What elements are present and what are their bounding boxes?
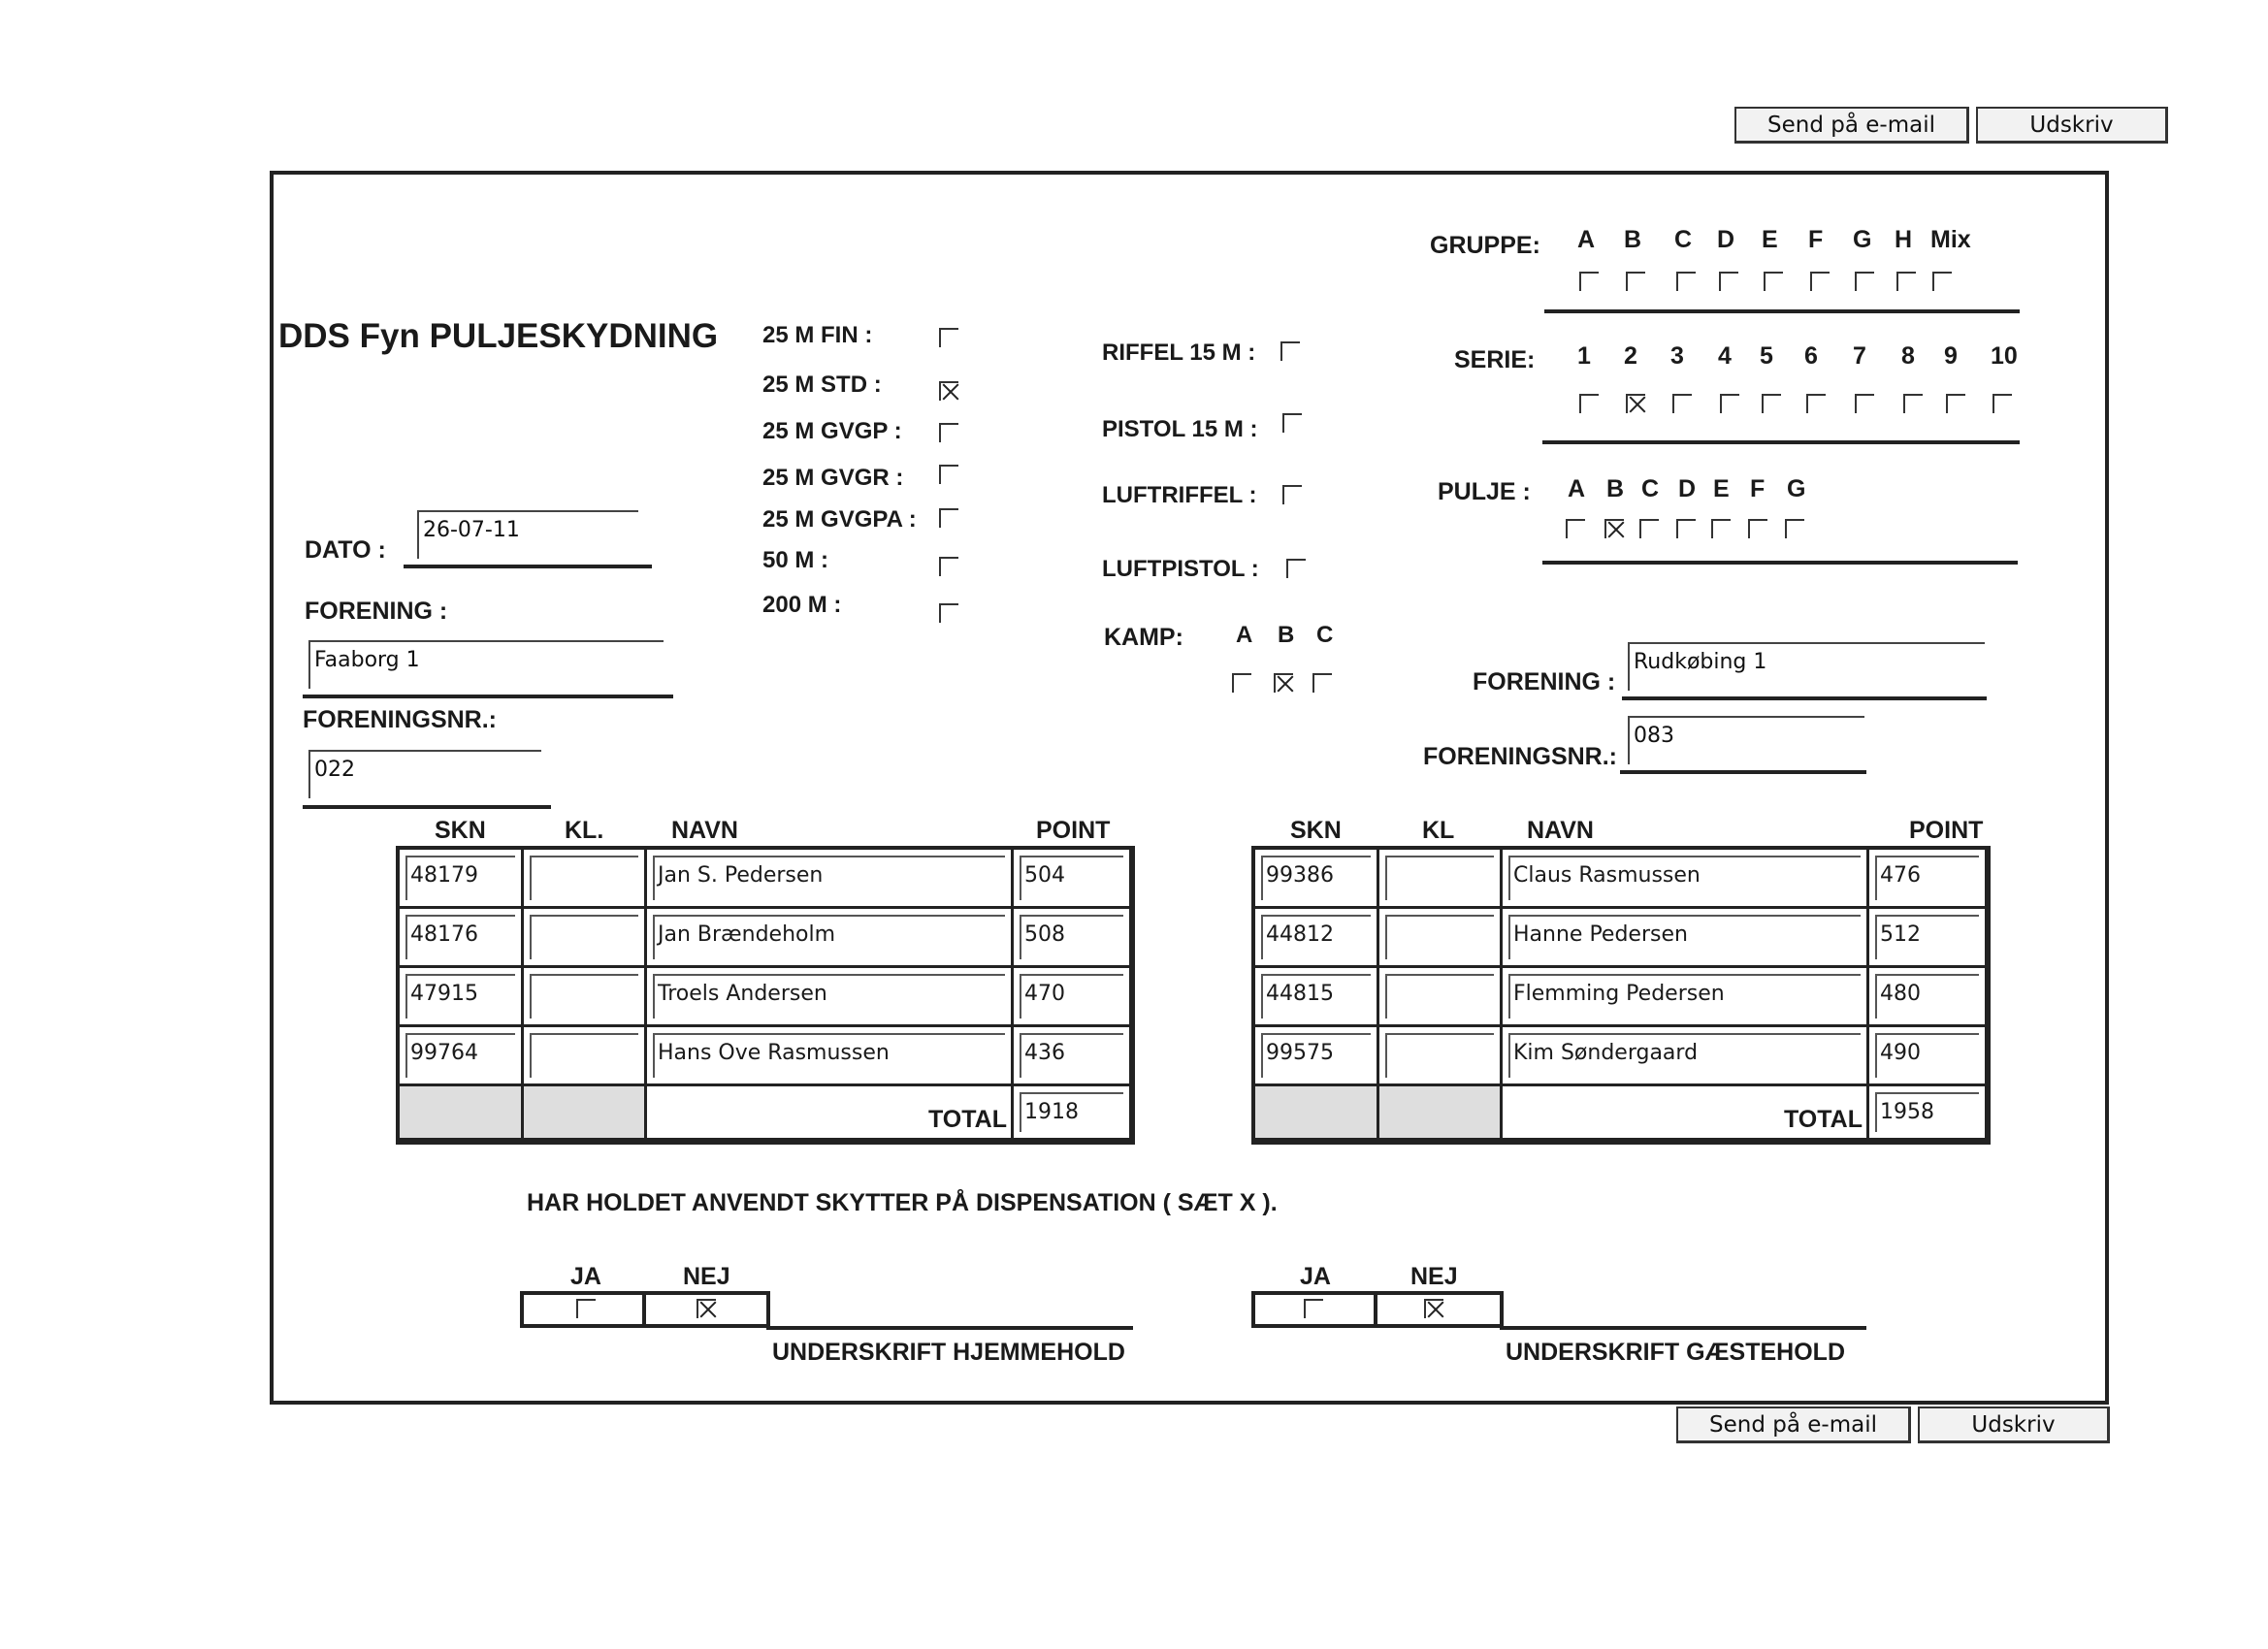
pulje-option-checkbox[interactable] (1639, 519, 1659, 538)
point-field[interactable]: 512 (1875, 915, 1979, 959)
table-cell (1255, 850, 1379, 909)
skn-field[interactable]: 99764 (405, 1033, 515, 1078)
other-discipline-label: LUFTPISTOL : (1102, 556, 1259, 582)
guest-foreningsnr-label: FORENINGSNR.: (1423, 743, 1617, 770)
skn-field[interactable]: 47915 (405, 974, 515, 1018)
serie-option-checkbox[interactable] (1762, 394, 1781, 413)
discipline-checkbox[interactable] (939, 423, 958, 442)
guest-forening-field[interactable]: Rudkøbing 1 (1628, 642, 1985, 691)
point-field[interactable]: 508 (1020, 915, 1123, 959)
gruppe-option-checkbox[interactable] (1764, 272, 1783, 291)
home-header-navn: NAVN (671, 817, 738, 844)
table-cell (1503, 850, 1869, 909)
table-cell (647, 909, 1014, 968)
pulje-option-checkbox[interactable] (1676, 519, 1696, 538)
discipline-label: 200 M : (762, 592, 842, 618)
serie-option-checkbox[interactable] (1672, 394, 1692, 413)
pulje-option-checkbox[interactable] (1785, 519, 1804, 538)
table-cell (400, 1027, 524, 1086)
kamp-option-checkbox[interactable] (1274, 673, 1293, 693)
serie-option-label: 3 (1670, 342, 1684, 370)
kl-field[interactable] (1385, 1033, 1494, 1078)
kl-field[interactable] (530, 1033, 638, 1078)
table-cell (524, 1027, 647, 1086)
home-forening-label: FORENING : (305, 598, 448, 625)
navn-field[interactable]: Flemming Pedersen (1508, 974, 1861, 1018)
gruppe-option-label: E (1762, 226, 1778, 253)
kl-field[interactable] (1385, 915, 1494, 959)
pulje-option-checkbox[interactable] (1566, 519, 1585, 538)
navn-field[interactable]: Hanne Pedersen (1508, 915, 1861, 959)
guest-header-point: POINT (1909, 817, 1984, 844)
table-cell (1869, 909, 1988, 968)
kamp-label: KAMP: (1104, 624, 1183, 651)
guest-foreningsnr-field[interactable]: 083 (1628, 716, 1864, 764)
gruppe-option-label: C (1674, 226, 1693, 253)
table-cell-shaded (400, 1086, 524, 1141)
gruppe-option-label: B (1624, 226, 1642, 253)
table-cell (1503, 1027, 1869, 1086)
pulje-label: PULJE : (1438, 478, 1531, 505)
serie-option-label: 5 (1760, 342, 1773, 370)
serie-option-label: 10 (1991, 342, 2018, 370)
home-ja-checkbox[interactable] (576, 1299, 596, 1318)
guest-header-navn: NAVN (1527, 817, 1594, 844)
pulje-option-label: B (1606, 475, 1625, 502)
guest-forening-label: FORENING : (1473, 668, 1616, 695)
total-field[interactable]: 1958 (1875, 1092, 1979, 1132)
serie-option-checkbox[interactable] (1993, 394, 2012, 413)
total-value-cell (1014, 1086, 1132, 1141)
home-signature-label: UNDERSKRIFT HJEMMEHOLD (772, 1339, 1125, 1366)
gruppe-option-label: H (1895, 226, 1913, 253)
kamp-option-label: C (1316, 622, 1334, 648)
serie-label: SERIE: (1454, 346, 1536, 373)
total-value-cell (1869, 1086, 1988, 1141)
home-forening-field[interactable]: Faaborg 1 (308, 640, 664, 689)
guest-ja-label: JA (1300, 1263, 1331, 1290)
gruppe-option-checkbox[interactable] (1579, 272, 1599, 291)
skn-field[interactable]: 44812 (1261, 915, 1371, 959)
dato-field[interactable]: 26-07-11 (417, 510, 638, 559)
discipline-label: 50 M : (762, 547, 829, 573)
pulje-option-label: E (1713, 475, 1730, 502)
discipline-checkbox[interactable] (939, 557, 958, 576)
gruppe-option-checkbox[interactable] (1810, 272, 1830, 291)
send-email-button-bottom[interactable]: Send på e-mail (1676, 1406, 1911, 1443)
point-field[interactable]: 470 (1020, 974, 1123, 1018)
dispensation-question: HAR HOLDET ANVENDT SKYTTER PÅ DISPENSATION ( SÆT X ). (527, 1189, 1278, 1216)
point-field[interactable]: 476 (1875, 856, 1979, 900)
send-email-button-top[interactable]: Send på e-mail (1734, 107, 1969, 144)
gruppe-option-checkbox[interactable] (1719, 272, 1738, 291)
table-cell (1379, 850, 1503, 909)
table-cell (1379, 968, 1503, 1027)
skn-field[interactable]: 48176 (405, 915, 515, 959)
home-foreningsnr-label: FORENINGSNR.: (303, 706, 497, 733)
kamp-option-label: B (1278, 622, 1295, 648)
home-foreningsnr-underline (303, 805, 551, 809)
table-cell (1255, 968, 1379, 1027)
gruppe-option-checkbox[interactable] (1896, 272, 1916, 291)
kl-field[interactable] (530, 974, 638, 1018)
serie-option-checkbox[interactable] (1806, 394, 1826, 413)
discipline-checkbox[interactable] (939, 508, 958, 528)
other-discipline-label: PISTOL 15 M : (1102, 416, 1258, 442)
navn-field[interactable]: Troels Andersen (653, 974, 1005, 1018)
total-label: TOTAL (1783, 1106, 1863, 1133)
serie-option-checkbox[interactable] (1855, 394, 1874, 413)
navn-field[interactable]: Kim Søndergaard (1508, 1033, 1861, 1078)
home-shooters-table (396, 846, 1135, 1145)
gruppe-label: GRUPPE: (1430, 232, 1540, 259)
serie-option-label: 1 (1577, 342, 1591, 370)
table-cell (1503, 968, 1869, 1027)
pulje-underline (1542, 561, 2018, 565)
discipline-label: 25 M FIN : (762, 322, 873, 348)
gruppe-option-label: Mix (1930, 226, 1971, 253)
gruppe-option-checkbox[interactable] (1855, 272, 1874, 291)
discipline-checkbox[interactable] (939, 465, 958, 484)
home-ja-label: JA (570, 1263, 601, 1290)
navn-field[interactable]: Jan S. Pedersen (653, 856, 1005, 900)
point-field[interactable]: 480 (1875, 974, 1979, 1018)
print-button-top[interactable]: Udskriv (1976, 107, 2168, 144)
guest-foreningsnr-underline (1620, 770, 1866, 774)
guest-header-skn: SKN (1290, 817, 1342, 844)
pulje-option-label: G (1787, 475, 1806, 502)
table-cell (1255, 1027, 1379, 1086)
table-cell (1869, 968, 1988, 1027)
table-cell (1503, 909, 1869, 968)
guest-forening-underline (1622, 696, 1987, 700)
gruppe-underline (1544, 309, 2020, 313)
kamp-option-checkbox[interactable] (1312, 673, 1332, 693)
dato-label: DATO : (305, 536, 386, 564)
home-nej-label: NEJ (683, 1263, 730, 1290)
other-discipline-checkbox[interactable] (1280, 341, 1300, 361)
skn-field[interactable]: 99386 (1261, 856, 1371, 900)
pulje-option-checkbox[interactable] (1711, 519, 1731, 538)
kl-field[interactable] (1385, 856, 1494, 900)
serie-option-label: 4 (1718, 342, 1732, 370)
table-cell (647, 850, 1014, 909)
table-cell-shaded (1379, 1086, 1503, 1141)
discipline-checkbox[interactable] (939, 381, 958, 401)
skn-field[interactable]: 48179 (405, 856, 515, 900)
print-button-bottom[interactable]: Udskriv (1918, 1406, 2110, 1443)
navn-field[interactable]: Claus Rasmussen (1508, 856, 1861, 900)
total-label-cell (1503, 1086, 1869, 1141)
discipline-label: 25 M STD : (762, 372, 882, 398)
table-cell (400, 909, 524, 968)
point-field[interactable]: 504 (1020, 856, 1123, 900)
serie-option-label: 9 (1944, 342, 1958, 370)
kamp-option-checkbox[interactable] (1232, 673, 1251, 693)
gruppe-option-checkbox[interactable] (1932, 272, 1952, 291)
total-label-cell (647, 1086, 1014, 1141)
table-cell (1869, 850, 1988, 909)
skn-field[interactable]: 99575 (1261, 1033, 1371, 1078)
table-cell (1869, 1027, 1988, 1086)
table-cell (524, 909, 647, 968)
guest-shooters-table (1251, 846, 1991, 1145)
home-header-skn: SKN (435, 817, 486, 844)
navn-field[interactable]: Hans Ove Rasmussen (653, 1033, 1005, 1078)
other-discipline-checkbox[interactable] (1282, 413, 1302, 433)
guest-signature-label: UNDERSKRIFT GÆSTEHOLD (1506, 1339, 1845, 1366)
discipline-checkbox[interactable] (939, 328, 958, 347)
guest-ja-checkbox[interactable] (1304, 1299, 1323, 1318)
serie-option-checkbox[interactable] (1626, 394, 1645, 413)
gruppe-option-label: D (1717, 226, 1735, 253)
table-cell (1014, 909, 1132, 968)
home-header-kl: KL. (565, 817, 604, 844)
table-cell-shaded (524, 1086, 647, 1141)
pulje-option-label: D (1678, 475, 1697, 502)
serie-option-label: 7 (1853, 342, 1866, 370)
kl-field[interactable] (530, 856, 638, 900)
guest-nej-checkbox[interactable] (1424, 1299, 1443, 1318)
page-title: DDS Fyn PULJESKYDNING (278, 317, 719, 355)
table-cell (1379, 1027, 1503, 1086)
table-cell (1014, 1027, 1132, 1086)
gruppe-option-label: F (1808, 226, 1824, 253)
table-cell-shaded (1255, 1086, 1379, 1141)
discipline-label: 25 M GVGR : (762, 465, 904, 491)
guest-header-kl: KL (1422, 817, 1455, 844)
pulje-option-label: C (1641, 475, 1660, 502)
point-field[interactable]: 436 (1020, 1033, 1123, 1078)
home-foreningsnr-field[interactable]: 022 (308, 750, 541, 798)
table-cell (524, 850, 647, 909)
serie-underline (1542, 440, 2020, 444)
serie-option-label: 6 (1804, 342, 1818, 370)
guest-nej-label: NEJ (1410, 1263, 1458, 1290)
table-cell (1014, 968, 1132, 1027)
kl-field[interactable] (530, 915, 638, 959)
pulje-option-checkbox[interactable] (1604, 519, 1624, 538)
other-discipline-label: RIFFEL 15 M : (1102, 340, 1256, 366)
gruppe-option-checkbox[interactable] (1626, 272, 1645, 291)
total-label: TOTAL (927, 1106, 1007, 1133)
table-cell (1379, 909, 1503, 968)
other-discipline-checkbox[interactable] (1282, 485, 1302, 504)
pulje-option-label: F (1750, 475, 1766, 502)
navn-field[interactable]: Jan Brændeholm (653, 915, 1005, 959)
point-field[interactable]: 490 (1875, 1033, 1979, 1078)
guest-signature-line (1500, 1326, 1866, 1330)
table-cell (647, 1027, 1014, 1086)
table-cell (400, 968, 524, 1027)
table-cell (1014, 850, 1132, 909)
discipline-label: 25 M GVGPA : (762, 506, 917, 533)
other-discipline-checkbox[interactable] (1286, 559, 1306, 578)
discipline-label: 25 M GVGP : (762, 418, 902, 444)
gruppe-option-label: A (1577, 226, 1596, 253)
serie-option-label: 8 (1901, 342, 1915, 370)
serie-option-label: 2 (1624, 342, 1637, 370)
table-cell (1255, 909, 1379, 968)
table-cell (524, 968, 647, 1027)
gruppe-option-label: G (1853, 226, 1872, 253)
skn-field[interactable]: 44815 (1261, 974, 1371, 1018)
serie-option-checkbox[interactable] (1720, 394, 1739, 413)
serie-option-checkbox[interactable] (1579, 394, 1599, 413)
home-signature-line (766, 1326, 1133, 1330)
pulje-option-label: A (1568, 475, 1586, 502)
table-cell (400, 850, 524, 909)
total-field[interactable]: 1918 (1020, 1092, 1123, 1132)
gruppe-option-checkbox[interactable] (1676, 272, 1696, 291)
serie-option-checkbox[interactable] (1903, 394, 1923, 413)
discipline-checkbox[interactable] (939, 603, 958, 623)
dato-underline (404, 565, 652, 568)
serie-option-checkbox[interactable] (1946, 394, 1965, 413)
pulje-option-checkbox[interactable] (1748, 519, 1767, 538)
home-forening-underline (303, 695, 673, 698)
table-cell (647, 968, 1014, 1027)
kamp-option-label: A (1236, 622, 1253, 648)
other-discipline-label: LUFTRIFFEL : (1102, 482, 1257, 508)
kl-field[interactable] (1385, 974, 1494, 1018)
home-header-point: POINT (1036, 817, 1111, 844)
home-nej-checkbox[interactable] (697, 1299, 716, 1318)
